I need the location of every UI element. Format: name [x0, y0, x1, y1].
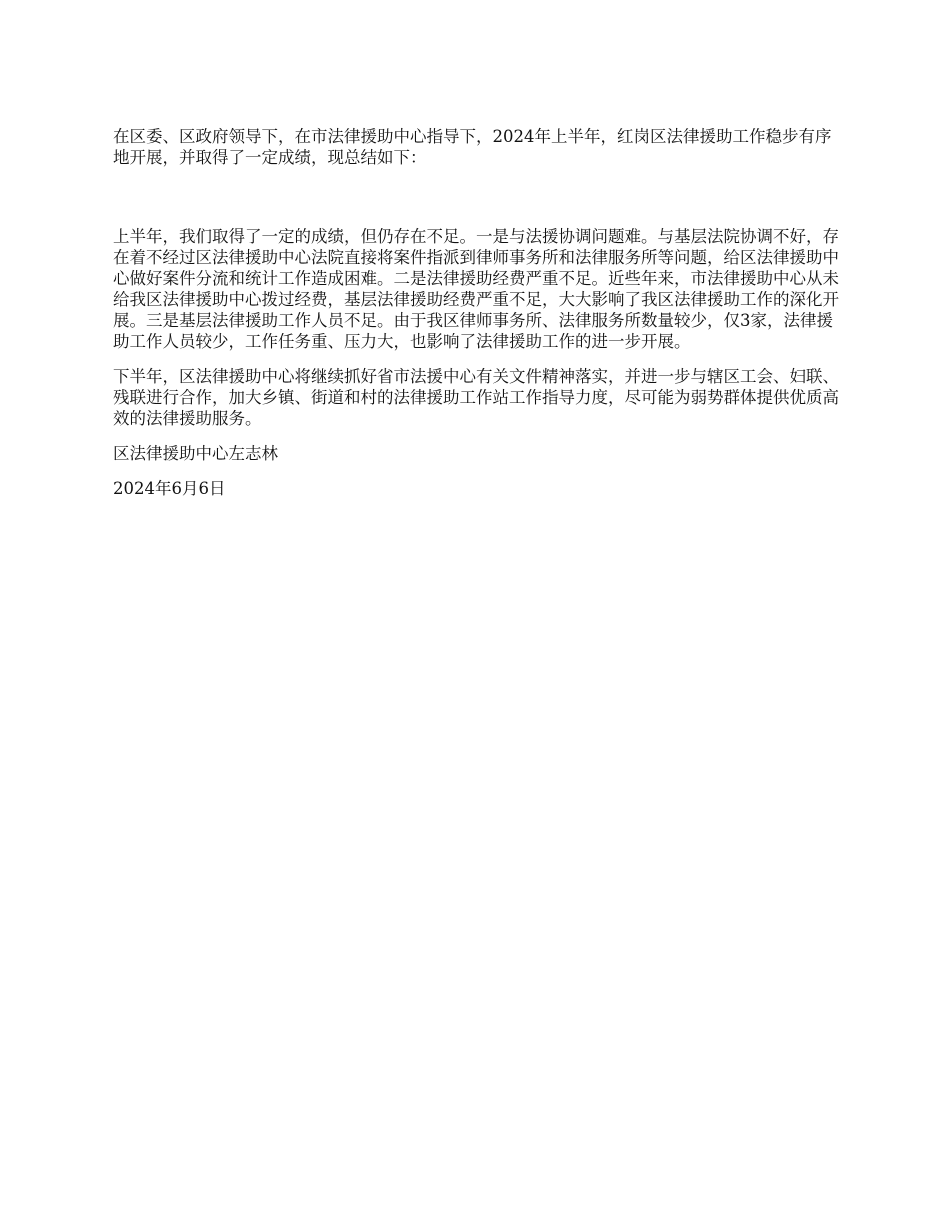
document-date: 2024年6月6日 [113, 479, 226, 498]
intro-paragraph: 在区委、区政府领导下，在市法律援助中心指导下，2024年上半年，红岗区法律援助工作稳步有序地开展，并取得了一定成绩，现总结如下： [113, 127, 832, 167]
document-body [113, 126, 841, 499]
signature: 区法律援助中心左志林 [113, 444, 278, 463]
problems-paragraph: 上半年，我们取得了一定的成绩，但仍存在不足。一是与法援协调问题难。与基层法院协调不好，存在着不经过区法律援助中心法院直接将案件指派到律师事务所和法律服务所等问题，给区法律援助中心做好案件分流和统计工作造成困难。二是法律援助经费严重不足。近些年来，市法律援助中心从未给我区法律援助中心拨过经费，基层法律援助经费严重不足，大大影响了我区法律援助工作的深化开展。三是基层法律援助工作人员不足。由于我区律师事务所、法律服务所数量较少，仅3家，法律援助工作人员较少，工作任务重、压力大，也影响了法律援助工作的进一步开展。 [113, 227, 839, 351]
plan-paragraph: 下半年，区法律援助中心将继续抓好省市法援中心有关文件精神落实，并进一步与辖区工会、妇联、残联进行合作，加大乡镇、街道和村的法律援助工作站工作指导力度，尽可能为弱势群体提供优质高效的法律援助服务。 [113, 367, 839, 428]
